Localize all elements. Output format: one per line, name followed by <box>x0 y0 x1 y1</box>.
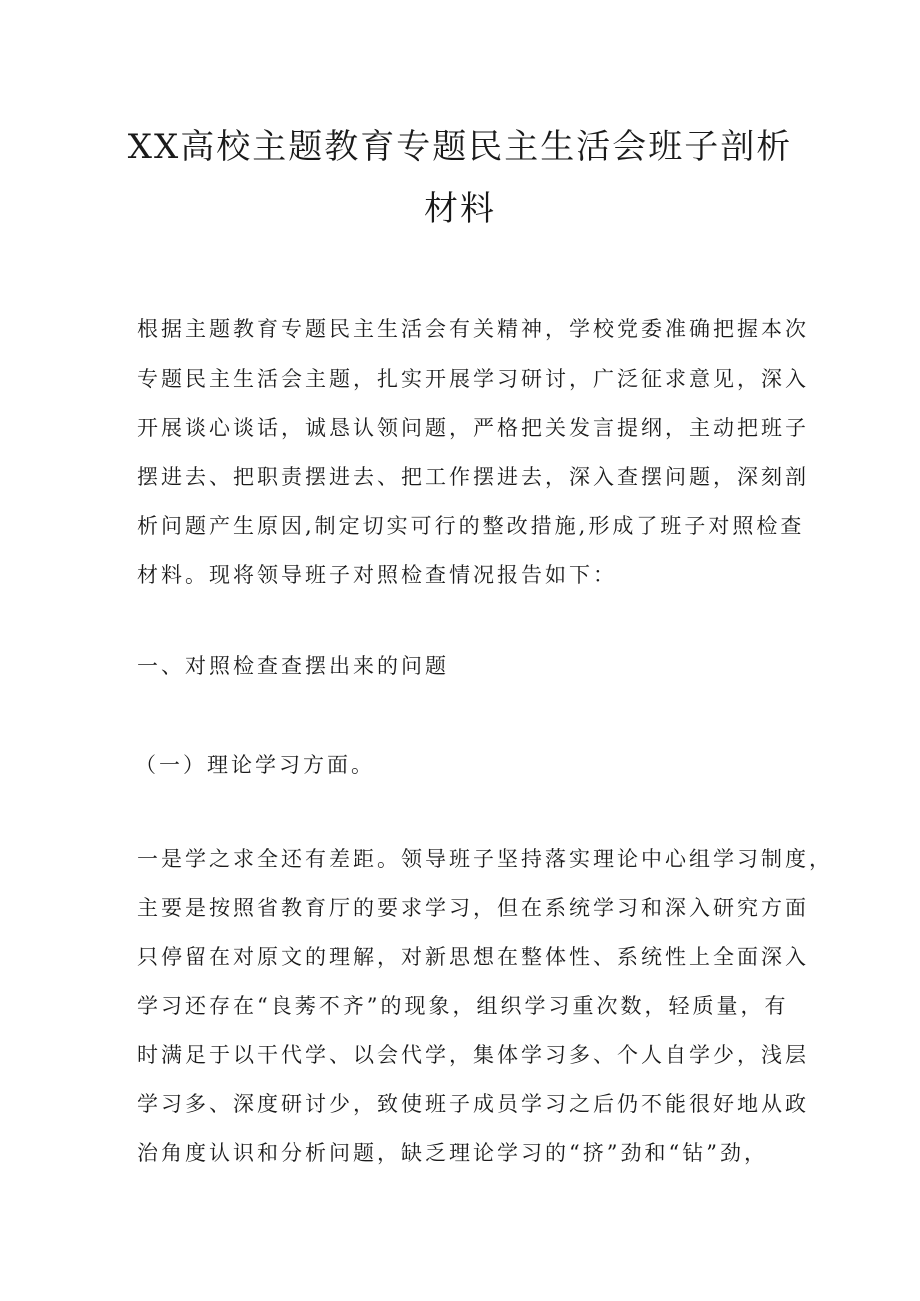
intro-paragraph-line: 根据主题教育专题民主生活会有关精神，学校党委准确把握本次 <box>137 317 809 341</box>
document-title-line-2: 材料 <box>424 189 496 229</box>
intro-paragraph-line: 专题民主生活会主题，扎实开展学习研讨，广泛征求意见，深入 <box>137 367 809 391</box>
document-title-line-1: XX高校主题教育专题民主生活会班子剖析 <box>127 127 793 167</box>
body-paragraph-line: 学习还存在“良莠不齐”的现象，组织学习重次数，轻质量，有 <box>137 994 789 1018</box>
intro-paragraph-line: 析问题产生原因,制定切实可行的整改措施,形成了班子对照检查 <box>137 514 805 538</box>
intro-paragraph-line: 摆进去、把职责摆进去、把工作摆进去，深入查摆问题，深刻剖 <box>137 465 809 489</box>
body-paragraph-line: 主要是按照省教育厅的要求学习，但在系统学习和深入研究方面 <box>137 896 809 920</box>
body-paragraph-line: 时满足于以干代学、以会代学，集体学习多、个人自学少，浅层 <box>137 1043 809 1067</box>
body-paragraph-line: 治角度认识和分析问题，缺乏理论学习的“挤”劲和“钻”劲， <box>137 1141 768 1165</box>
body-paragraph-line: 只停留在对原文的理解，对新思想在整体性、系统性上全面深入 <box>137 945 809 969</box>
intro-paragraph-line: 材料。现将领导班子对照检查情况报告如下： <box>137 563 617 587</box>
body-paragraph-line: 一是学之求全还有差距。领导班子坚持落实理论中心组学习制度， <box>137 847 833 871</box>
subsection-heading: （一）理论学习方面。 <box>135 753 375 777</box>
section-heading: 一、对照检查查摆出来的问题 <box>137 654 449 678</box>
body-paragraph-line: 学习多、深度研讨少，致使班子成员学习之后仍不能很好地从政 <box>137 1092 809 1116</box>
intro-paragraph-line: 开展谈心谈话，诚恳认领问题，严格把关发言提纲，主动把班子 <box>137 416 809 440</box>
